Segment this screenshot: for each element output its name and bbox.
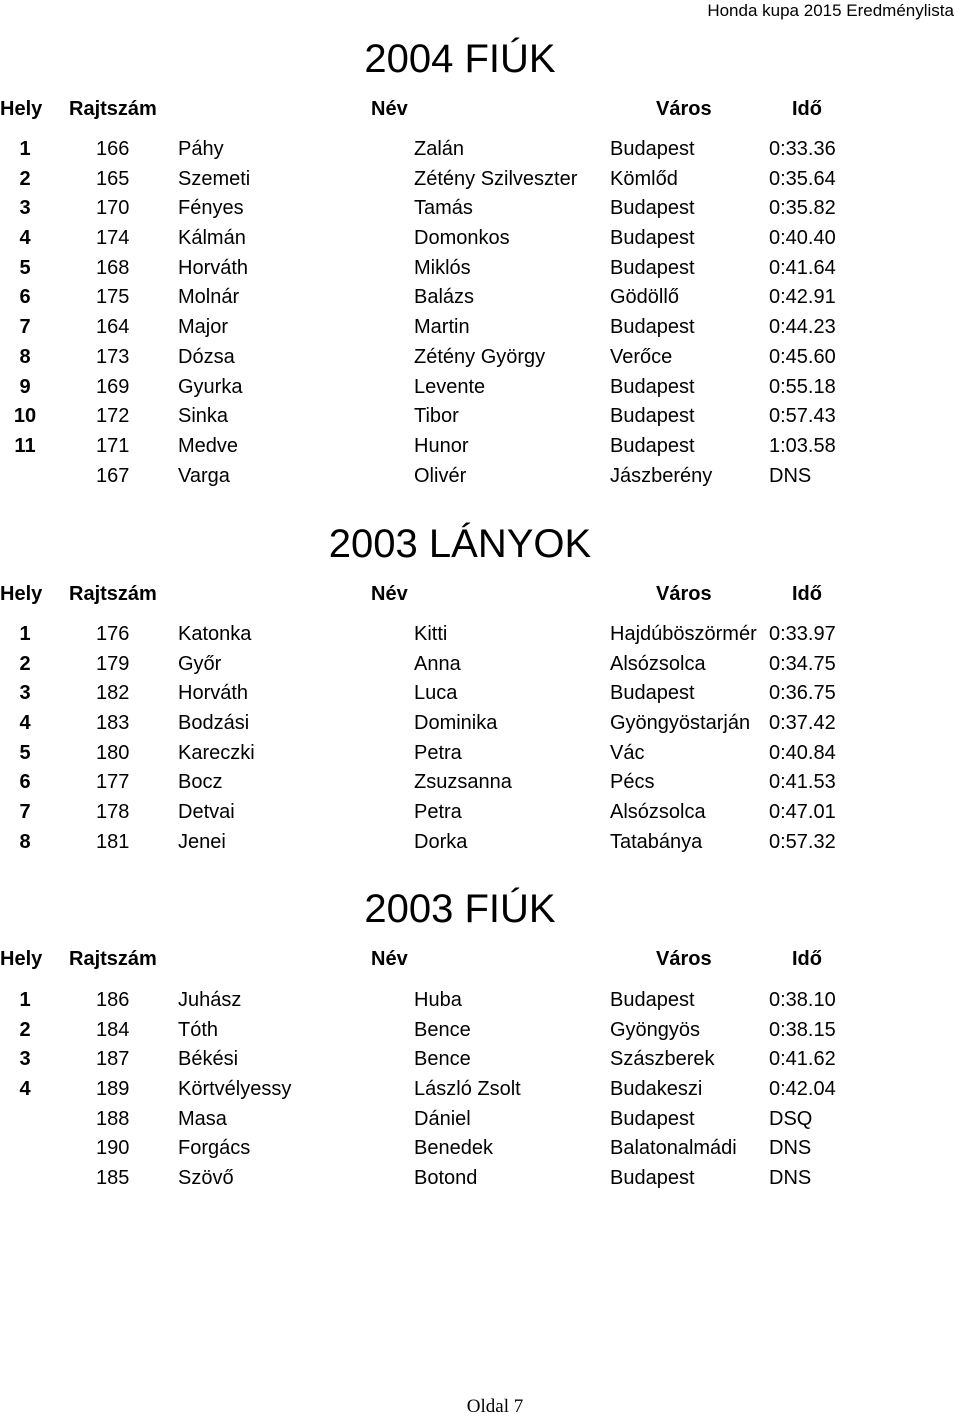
place-cell: 6	[19, 771, 31, 794]
place-cell: 9	[19, 375, 31, 398]
time-cell: 0:40.40	[769, 227, 836, 250]
city-cell: Hajdúböszörmér	[610, 623, 757, 645]
city-cell: Tatabánya	[610, 830, 703, 853]
time-cell: 0:47.01	[769, 801, 836, 824]
first-name-cell: Dominika	[414, 712, 498, 735]
bib-cell: 177	[96, 771, 130, 794]
place-cell: 8	[19, 830, 31, 853]
table-row	[0, 1017, 960, 1047]
time-cell: 0:34.75	[769, 652, 836, 675]
section-title: 2003 FIÚK	[364, 887, 556, 931]
city-cell: Budapest	[610, 316, 695, 339]
place-cell: 5	[19, 741, 31, 764]
city-cell: Budapest	[610, 375, 695, 398]
page-number: Oldal 7	[466, 1396, 524, 1417]
city-cell: Budapest	[610, 682, 695, 705]
place-cell: 3	[19, 682, 31, 705]
place-cell: 6	[19, 286, 31, 309]
city-cell: Budapest	[610, 1167, 695, 1190]
first-name-cell: Balázs	[414, 286, 475, 309]
time-cell: DNS	[769, 1167, 812, 1190]
table-row	[0, 344, 960, 374]
city-cell: Verőce	[610, 345, 673, 368]
table-row	[0, 374, 960, 404]
city-cell: Budapest	[610, 197, 695, 220]
last-name-cell: Masa	[178, 1107, 227, 1130]
column-header-bib: Rajtszám	[69, 98, 157, 120]
city-cell: Gyöngyöstarján	[610, 712, 751, 735]
column-header-city: Város	[656, 583, 712, 605]
table-row	[0, 255, 960, 285]
city-cell: Alsózsolca	[610, 801, 706, 824]
column-header-time: Idő	[792, 98, 822, 120]
bib-cell: 181	[96, 830, 130, 853]
city-cell: Budapest	[610, 138, 695, 160]
first-name-cell: Botond	[414, 1167, 478, 1190]
last-name-cell: Horváth	[178, 682, 249, 705]
bib-cell: 171	[96, 434, 130, 457]
bib-cell: 190	[96, 1137, 130, 1160]
column-header-place: Hely	[0, 583, 43, 605]
first-name-cell: Bence	[414, 1018, 471, 1041]
time-cell: 0:33.36	[769, 138, 836, 160]
time-cell: 0:33.97	[769, 623, 836, 645]
first-name-cell: Levente	[414, 375, 486, 398]
city-cell: Pécs	[610, 771, 655, 794]
document-header-title: Honda kupa 2015 Eredménylista	[707, 1, 954, 20]
table-row	[0, 1165, 960, 1195]
city-cell: Budapest	[610, 434, 695, 457]
table-row	[0, 829, 960, 859]
time-cell: 0:38.15	[769, 1018, 836, 1041]
bib-cell: 185	[96, 1167, 130, 1190]
last-name-cell: Bodzási	[178, 712, 250, 735]
table-row	[0, 769, 960, 799]
last-name-cell: Békési	[178, 1048, 239, 1071]
last-name-cell: Sinka	[178, 405, 229, 428]
place-cell: 5	[19, 256, 31, 279]
first-name-cell: Benedek	[414, 1137, 493, 1160]
table-row	[0, 799, 960, 829]
bib-cell: 166	[96, 138, 130, 160]
last-name-cell: Fényes	[178, 197, 244, 220]
bib-cell: 168	[96, 256, 130, 279]
first-name-cell: Anna	[414, 652, 461, 675]
city-cell: Jászberény	[610, 464, 713, 487]
last-name-cell: Kálmán	[178, 227, 246, 250]
time-cell: 0:41.62	[769, 1048, 836, 1071]
table-row	[0, 166, 960, 196]
first-name-cell: Petra	[414, 801, 462, 824]
city-cell: Budapest	[610, 227, 695, 250]
last-name-cell: Bocz	[178, 771, 223, 794]
first-name-cell: Zétény György	[414, 345, 546, 368]
first-name-cell: Petra	[414, 741, 462, 764]
table-row	[0, 1106, 960, 1136]
city-cell: Kömlőd	[610, 167, 678, 190]
bib-cell: 179	[96, 652, 130, 675]
time-cell: DNS	[769, 1137, 812, 1160]
place-cell: 4	[19, 227, 31, 250]
place-cell: 8	[19, 345, 31, 368]
city-cell: Balatonalmádi	[610, 1137, 737, 1160]
first-name-cell: László Zsolt	[414, 1078, 521, 1101]
results-table	[0, 621, 960, 859]
time-cell: DNS	[769, 464, 812, 487]
last-name-cell: Katonka	[178, 623, 252, 645]
place-cell: 3	[19, 1048, 31, 1071]
table-row	[0, 314, 960, 344]
time-cell: 0:45.60	[769, 345, 836, 368]
last-name-cell: Forgács	[178, 1137, 251, 1160]
city-cell: Budapest	[610, 1107, 695, 1130]
first-name-cell: Bence	[414, 1048, 471, 1071]
table-row	[0, 136, 960, 166]
last-name-cell: Detvai	[178, 801, 235, 824]
column-header-time: Idő	[792, 948, 822, 970]
last-name-cell: Páhy	[178, 138, 224, 160]
bib-cell: 174	[96, 227, 130, 250]
city-cell: Budapest	[610, 256, 695, 279]
time-cell: 0:38.10	[769, 989, 836, 1011]
last-name-cell: Szemeti	[178, 167, 251, 190]
column-header-bib: Rajtszám	[69, 583, 157, 605]
column-header-city: Város	[656, 98, 712, 120]
bib-cell: 176	[96, 623, 130, 645]
section-title: 2003 LÁNYOK	[328, 522, 592, 566]
last-name-cell: Molnár	[178, 286, 240, 309]
first-name-cell: Dániel	[414, 1107, 471, 1130]
first-name-cell: Zétény Szilveszter	[414, 167, 578, 190]
place-cell: 10	[13, 405, 37, 428]
bib-cell: 187	[96, 1048, 130, 1071]
table-row	[0, 710, 960, 740]
last-name-cell: Jenei	[178, 830, 226, 853]
time-cell: 0:44.23	[769, 316, 836, 339]
place-cell: 2	[19, 167, 31, 190]
table-row	[0, 284, 960, 314]
first-name-cell: Huba	[414, 989, 462, 1011]
bib-cell: 170	[96, 197, 130, 220]
city-cell: Szászberek	[610, 1048, 715, 1071]
last-name-cell: Juhász	[178, 989, 242, 1011]
bib-cell: 173	[96, 345, 130, 368]
first-name-cell: Zsuzsanna	[414, 771, 512, 794]
table-row	[0, 621, 960, 651]
table-row	[0, 403, 960, 433]
time-cell: DSQ	[769, 1107, 813, 1130]
bib-cell: 184	[96, 1018, 130, 1041]
last-name-cell: Gyurka	[178, 375, 243, 398]
place-cell: 2	[19, 1018, 31, 1041]
table-row	[0, 680, 960, 710]
bib-cell: 165	[96, 167, 130, 190]
table-row	[0, 987, 960, 1017]
column-header-time: Idő	[792, 583, 822, 605]
time-cell: 0:57.32	[769, 830, 836, 853]
table-row	[0, 1135, 960, 1165]
first-name-cell: Olivér	[414, 464, 467, 487]
bib-cell: 182	[96, 682, 130, 705]
bib-cell: 178	[96, 801, 130, 824]
first-name-cell: Luca	[414, 682, 458, 705]
results-table	[0, 987, 960, 1195]
table-row	[0, 651, 960, 681]
last-name-cell: Kareczki	[178, 741, 255, 764]
last-name-cell: Tóth	[178, 1018, 219, 1041]
last-name-cell: Major	[178, 316, 229, 339]
city-cell: Budapest	[610, 405, 695, 428]
last-name-cell: Szövő	[178, 1167, 234, 1190]
place-cell: 3	[19, 197, 31, 220]
first-name-cell: Domonkos	[414, 227, 510, 250]
place-cell: 7	[19, 316, 31, 339]
place-cell: 2	[19, 652, 31, 675]
city-cell: Budapest	[610, 989, 695, 1011]
bib-cell: 180	[96, 741, 130, 764]
first-name-cell: Hunor	[414, 434, 469, 457]
first-name-cell: Zalán	[414, 138, 465, 160]
column-header-bib: Rajtszám	[69, 948, 157, 970]
bib-cell: 164	[96, 316, 130, 339]
bib-cell: 172	[96, 405, 130, 428]
time-cell: 0:37.42	[769, 712, 836, 735]
bib-cell: 175	[96, 286, 130, 309]
first-name-cell: Tibor	[414, 405, 459, 428]
city-cell: Vác	[610, 741, 645, 764]
table-row	[0, 463, 960, 493]
time-cell: 0:41.53	[769, 771, 836, 794]
place-cell: 7	[19, 801, 31, 824]
time-cell: 1:03.58	[769, 434, 836, 457]
table-row	[0, 740, 960, 770]
column-header-name: Név	[371, 583, 408, 605]
last-name-cell: Körtvélyessy	[178, 1078, 292, 1101]
city-cell: Gyöngyös	[610, 1018, 701, 1041]
city-cell: Alsózsolca	[610, 652, 706, 675]
time-cell: 0:35.64	[769, 167, 836, 190]
column-header-city: Város	[656, 948, 712, 970]
last-name-cell: Medve	[178, 434, 239, 457]
table-row	[0, 1076, 960, 1106]
time-cell: 0:57.43	[769, 405, 836, 428]
time-cell: 0:36.75	[769, 682, 836, 705]
last-name-cell: Győr	[178, 652, 222, 675]
last-name-cell: Dózsa	[178, 345, 235, 368]
place-cell: 1	[19, 623, 31, 645]
section-title: 2004 FIÚK	[364, 37, 556, 81]
bib-cell: 189	[96, 1078, 130, 1101]
table-row	[0, 195, 960, 225]
bib-cell: 167	[96, 464, 130, 487]
bib-cell: 188	[96, 1107, 130, 1130]
table-row	[0, 225, 960, 255]
city-cell: Budakeszi	[610, 1078, 703, 1101]
column-header-place: Hely	[0, 98, 43, 120]
time-cell: 0:55.18	[769, 375, 836, 398]
place-cell: 11	[14, 434, 36, 457]
city-cell: Gödöllő	[610, 286, 679, 309]
place-cell: 1	[19, 989, 31, 1011]
place-cell: 4	[19, 712, 31, 735]
first-name-cell: Dorka	[414, 830, 468, 853]
bib-cell: 169	[96, 375, 130, 398]
place-cell: 4	[19, 1078, 31, 1101]
table-row	[0, 1046, 960, 1076]
column-header-name: Név	[371, 98, 408, 120]
time-cell: 0:42.91	[769, 286, 836, 309]
time-cell: 0:35.82	[769, 197, 836, 220]
first-name-cell: Martin	[414, 316, 470, 339]
last-name-cell: Varga	[178, 464, 230, 487]
first-name-cell: Kitti	[414, 623, 448, 645]
time-cell: 0:41.64	[769, 256, 836, 279]
column-header-place: Hely	[0, 948, 43, 970]
place-cell: 1	[19, 138, 31, 160]
first-name-cell: Miklós	[414, 256, 471, 279]
time-cell: 0:42.04	[769, 1078, 836, 1101]
column-header-name: Név	[371, 948, 408, 970]
table-row	[0, 433, 960, 463]
time-cell: 0:40.84	[769, 741, 836, 764]
bib-cell: 186	[96, 989, 130, 1011]
bib-cell: 183	[96, 712, 130, 735]
results-table	[0, 136, 960, 492]
first-name-cell: Tamás	[414, 197, 473, 220]
last-name-cell: Horváth	[178, 256, 249, 279]
